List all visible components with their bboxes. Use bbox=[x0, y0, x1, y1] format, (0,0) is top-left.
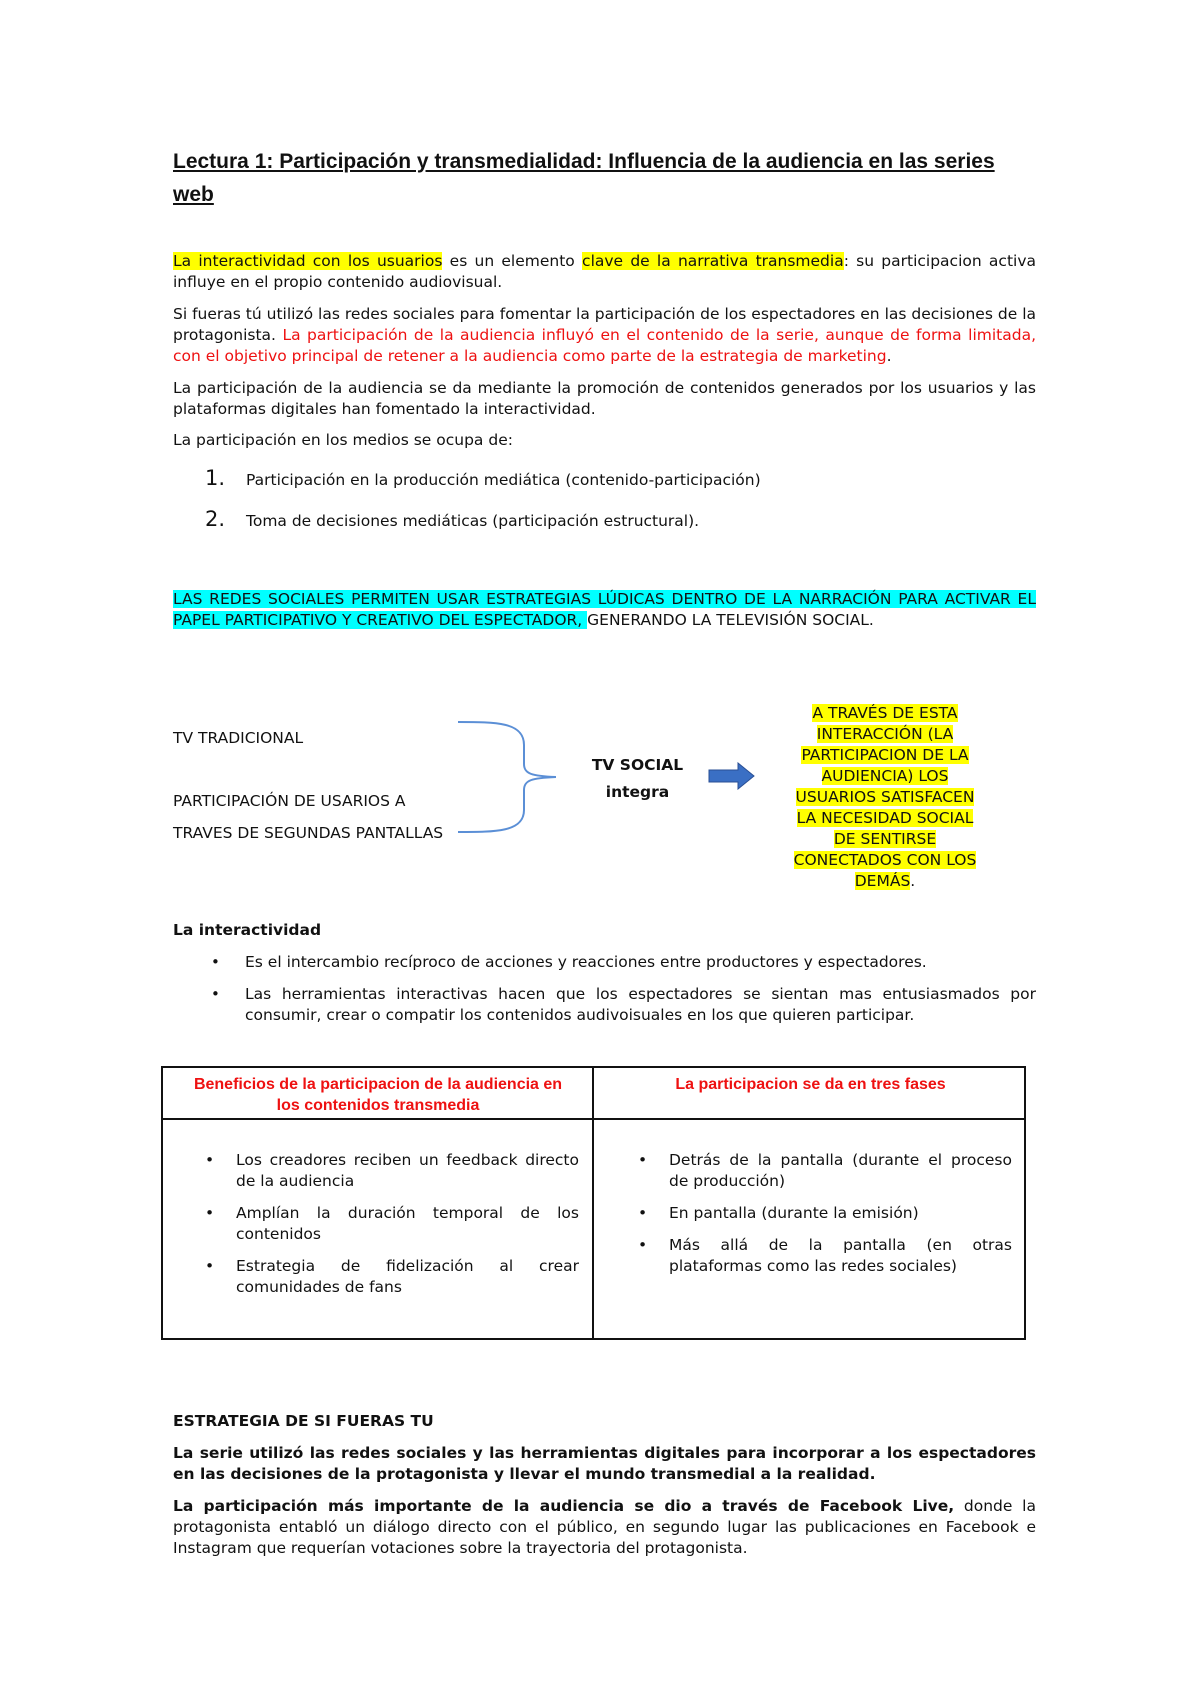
highlight-cyan-text: LAS REDES SOCIALES PERMITEN USAR ESTRATEGIAS LÚDICAS DENTRO DE LA NARRACIÓN PARA ACTIVAR EL PAPEL PARTICIPATIVO Y CREATIVO DEL ESPECTADOR, bbox=[173, 590, 1036, 629]
intro-text: es un elemento bbox=[442, 252, 583, 270]
list-item: • Estrategia de fidelización al crear comunidades de fans bbox=[195, 1256, 579, 1298]
beneficios-list bbox=[195, 1150, 579, 1309]
item-number: 2. bbox=[205, 507, 226, 531]
item-text: Toma de decisiones mediáticas (participación estructural). bbox=[246, 512, 700, 530]
intro-rest: : su participacion activa influye en el propio contenido audiovisual. bbox=[173, 252, 1037, 291]
list-item: • Los creadores reciben un feedback directo de la audiencia bbox=[195, 1150, 579, 1192]
callout-line: INTERACCIÓN (LA bbox=[816, 725, 954, 743]
tv-social-subtitle: integra bbox=[605, 783, 670, 801]
estrategia-bold-text: La participación más importante de la audiencia se dio a través de Facebook Live, bbox=[173, 1497, 955, 1515]
paragraph-end: . bbox=[886, 347, 892, 365]
fases-list bbox=[628, 1150, 1012, 1288]
paragraph-text: Si fueras tú utilizó las redes sociales para fomentar la participación de los espectadores en las decisiones de la protagonista. bbox=[173, 305, 1036, 344]
page-title: Lectura 1: Participación y transmedialidad: Influencia de la audiencia en las series web bbox=[173, 150, 995, 206]
estrategia-heading: ESTRATEGIA DE SI FUERAS TU bbox=[173, 1412, 434, 1430]
tv-social-label bbox=[570, 752, 705, 806]
callout-line: USUARIOS SATISFACEN bbox=[795, 788, 975, 806]
diagram-label-segundas-pantallas: TRAVES DE SEGUNDAS PANTALLAS bbox=[173, 824, 444, 842]
list-item: • Las herramientas interactivas hacen que los espectadores se sientan mas entusiasmados por consumir, crear o compatir los contenidos audivoisuales en los que quieren participar. bbox=[204, 984, 1036, 1026]
interactividad-list bbox=[204, 952, 1036, 1037]
brace-icon bbox=[456, 720, 556, 835]
tv-social-title: TV SOCIAL bbox=[591, 756, 684, 774]
list-item: • Es el intercambio recíproco de acciones y reacciones entre productores y espectadores. bbox=[204, 952, 1036, 973]
callout-end: . bbox=[910, 872, 916, 890]
beneficios-table bbox=[161, 1066, 1026, 1340]
red-text: La participación de la audiencia influyó en el contenido de la serie, aunque de forma limitada, con el objetivo principal de retener a la audiencia como parte de la estrategia de marketing bbox=[173, 326, 1036, 365]
estrategia-text: donde la protagonista entabló un diálogo directo con el público, en segundo lugar las publicaciones en Facebook e Instagram que requerían votaciones sobre la trayectoria del protagonista. bbox=[173, 1497, 1036, 1557]
numbered-item-1 bbox=[205, 466, 761, 492]
list-item: • Amplían la duración temporal de los contenidos bbox=[195, 1203, 579, 1245]
caps-rest: GENERANDO LA TELEVISIÓN SOCIAL. bbox=[587, 611, 874, 629]
paragraph-si-fueras bbox=[173, 304, 1036, 367]
table-divider-horizontal bbox=[163, 1118, 1024, 1120]
numbered-item-2 bbox=[205, 507, 699, 533]
callout-line: DEMÁS bbox=[854, 872, 911, 890]
list-item: • Más allá de la pantalla (en otras plataformas como las redes sociales) bbox=[628, 1235, 1012, 1277]
estrategia-paragraph-1: La serie utilizó las redes sociales y las herramientas digitales para incorporar a los espectadores en las decisiones de la protagonista y llevar el mundo transmedial a la realidad. bbox=[173, 1444, 1036, 1483]
paragraph-medios: La participación en los medios se ocupa de: bbox=[173, 431, 513, 449]
caps-paragraph bbox=[173, 589, 1036, 631]
callout-line: A TRAVÉS DE ESTA bbox=[812, 704, 958, 722]
callout-line: CONECTADOS CON LOS bbox=[793, 851, 977, 869]
paragraph-participacion: La participación de la audiencia se da mediante la promoción de contenidos generados por los usuarios y las plataformas digitales han fomentado la interactividad. bbox=[173, 379, 1036, 418]
table-header-fases: La participacion se da en tres fases bbox=[675, 1076, 946, 1093]
callout-line: LA NECESIDAD SOCIAL bbox=[796, 809, 974, 827]
highlight-interactividad: La interactividad con los usuarios bbox=[173, 252, 443, 270]
item-text: Participación en la producción mediática (contenido-participación) bbox=[246, 471, 761, 489]
diagram-label-tv-tradicional: TV TRADICIONAL bbox=[173, 729, 304, 747]
interactividad-heading: La interactividad bbox=[173, 921, 322, 939]
interaccion-callout bbox=[775, 703, 995, 892]
intro-paragraph bbox=[173, 251, 1036, 293]
list-item: • En pantalla (durante la emisión) bbox=[628, 1203, 1012, 1224]
highlight-clave: clave de la narrativa transmedia bbox=[582, 252, 844, 270]
table-divider-vertical bbox=[592, 1068, 594, 1338]
item-number: 1. bbox=[205, 466, 226, 490]
estrategia-paragraph-2 bbox=[173, 1496, 1036, 1559]
callout-line: AUDIENCIA) LOS bbox=[821, 767, 949, 785]
arrow-right-icon bbox=[708, 762, 756, 790]
table-header-beneficios: Beneficios de la participacion de la audiencia en los contenidos transmedia bbox=[193, 1076, 563, 1114]
list-item: • Detrás de la pantalla (durante el proceso de producción) bbox=[628, 1150, 1012, 1192]
callout-line: DE SENTIRSE bbox=[833, 830, 937, 848]
diagram-label-participacion: PARTICIPACIÓN DE USARIOS A bbox=[173, 792, 406, 810]
callout-line: PARTICIPACION DE LA bbox=[801, 746, 969, 764]
